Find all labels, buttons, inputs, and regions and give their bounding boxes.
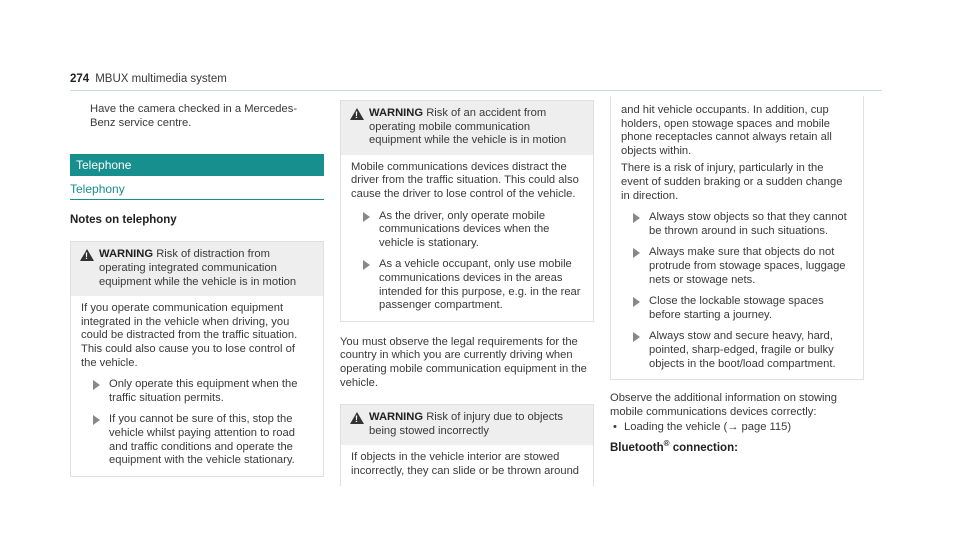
- arrow-bullet-icon: [363, 260, 370, 270]
- column-1: [70, 103, 324, 477]
- warning-title: Risk of an accident from operating mobile communication equipment while the vehicle is in motion: [369, 107, 567, 147]
- notes-heading: Notes on telephony: [70, 213, 177, 226]
- warning-bullet: [621, 295, 853, 322]
- warning-body-text: There is a risk of injury, particularly in the event of sudden braking or a sudden change in direction.: [621, 162, 843, 202]
- warning-label: WARNING: [99, 248, 154, 261]
- warning-icon: !: [350, 412, 364, 424]
- arrow-bullet-icon: [633, 332, 640, 342]
- warning-body-text: Mobile communications devices distract the driver from the traffic situation. This could also cause the driver to lose control of the vehicle.: [351, 160, 579, 200]
- arrow-bullet-icon: [633, 297, 640, 307]
- warning-header: [341, 101, 593, 155]
- warning-bullet: [621, 246, 853, 287]
- header-title: MBUX multimedia system: [95, 73, 227, 85]
- warning-bullet: [621, 211, 853, 238]
- warning-bullet: [81, 378, 313, 405]
- list-item[interactable]: [610, 421, 864, 435]
- warning-bullet-text: Always stow objects so that they cannot be thrown around in such situations.: [649, 211, 847, 237]
- warning-bullet: [621, 330, 853, 371]
- warning-header: [71, 242, 323, 296]
- warning-body: [611, 96, 863, 379]
- warning-label: WARNING: [369, 411, 424, 424]
- column-3: [610, 96, 864, 455]
- warning-body-text: If you operate communication equipment integrated in the vehicle when driving, you could be distracted from the traffic situation. This could also cause you to lose control of the vehicle.: [81, 302, 298, 369]
- warning-bullet-text: As the driver, only operate mobile communications devices when the vehicle is stationary.: [379, 209, 550, 249]
- arrow-bullet-icon: [633, 248, 640, 258]
- warning-icon: !: [80, 249, 94, 261]
- warning-bullet-text: Always stow and secure heavy, hard, pointed, sharp-edged, fragile or bulky objects in the boot/load compartment.: [649, 330, 836, 370]
- registered-mark: ®: [663, 438, 670, 448]
- arrow-bullet-icon: [633, 213, 640, 223]
- bluetooth-heading-text: Bluetooth: [610, 441, 664, 454]
- warning-icon: !: [350, 108, 364, 120]
- page-number: 274: [70, 73, 90, 85]
- warning-body-text: If objects in the vehicle interior are stowed incorrectly, they can slide or be thrown around: [351, 451, 580, 477]
- header-divider: [70, 90, 882, 91]
- section-bar-title: Telephone: [76, 158, 132, 173]
- warning-bullet-text: Only operate this equipment when the traffic situation permits.: [109, 378, 298, 404]
- warning-bullet-text: Always make sure that objects do not protrude from stowage spaces, luggage nets or stowage nets.: [649, 246, 846, 286]
- warning-body: [341, 445, 593, 486]
- warning-bullet: [351, 258, 583, 312]
- warning-box-injury: [340, 404, 594, 486]
- section-subheading: Telephony: [70, 183, 324, 200]
- column-2: [340, 100, 594, 486]
- arrow-bullet-icon: [93, 380, 100, 390]
- warning-title: Risk of injury due to objects being stowed incorrectly: [369, 411, 563, 437]
- warning-box-accident: [340, 100, 594, 322]
- warning-bullet-text: If you cannot be sure of this, stop the vehicle whilst paying attention to road and traffic conditions and operate the equipment with the vehicle stationary.: [109, 413, 295, 467]
- bluetooth-heading: [610, 437, 864, 455]
- warning-body: [71, 296, 323, 476]
- warning-body: [341, 155, 593, 321]
- loading-vehicle-link[interactable]: Loading the vehicle (→ page 115): [624, 421, 792, 434]
- intro-text: Have the camera checked in a Mercedes-Benz service centre.: [90, 103, 298, 129]
- arrow-bullet-icon: [93, 415, 100, 425]
- warning-header: [341, 405, 593, 445]
- warning-box-distraction: [70, 241, 324, 476]
- warning-bullet-text: As a vehicle occupant, only use mobile communications devices in the areas intended for this purpose, e.g. in the rear passenger compartment.: [379, 258, 581, 312]
- section-bar: [70, 154, 324, 176]
- warning-body-text: and hit vehicle occupants. In addition, cup holders, open stowage spaces and mobile phone receptacles cannot always retain all objects within.: [621, 104, 832, 157]
- warning-bullet: [351, 210, 583, 251]
- warning-bullet-text: Close the lockable stowage spaces before starting a journey.: [649, 295, 824, 321]
- stowing-info-text: Observe the additional information on stowing mobile communications devices correctly:: [610, 392, 837, 418]
- arrow-bullet-icon: [363, 212, 370, 222]
- warning-label: WARNING: [369, 107, 424, 119]
- legal-requirements-text: You must observe the legal requirements for the country in which you are currently driving when operating mobile communication equipment in the vehicle.: [340, 335, 587, 389]
- warning-box-continued: [610, 96, 864, 380]
- bluetooth-heading-suffix: connection:: [669, 441, 738, 454]
- warning-bullet: [81, 413, 313, 467]
- warning-title: Risk of distraction from operating integrated communication equipment while the vehicle is in motion: [99, 248, 297, 288]
- page-header: [70, 73, 227, 85]
